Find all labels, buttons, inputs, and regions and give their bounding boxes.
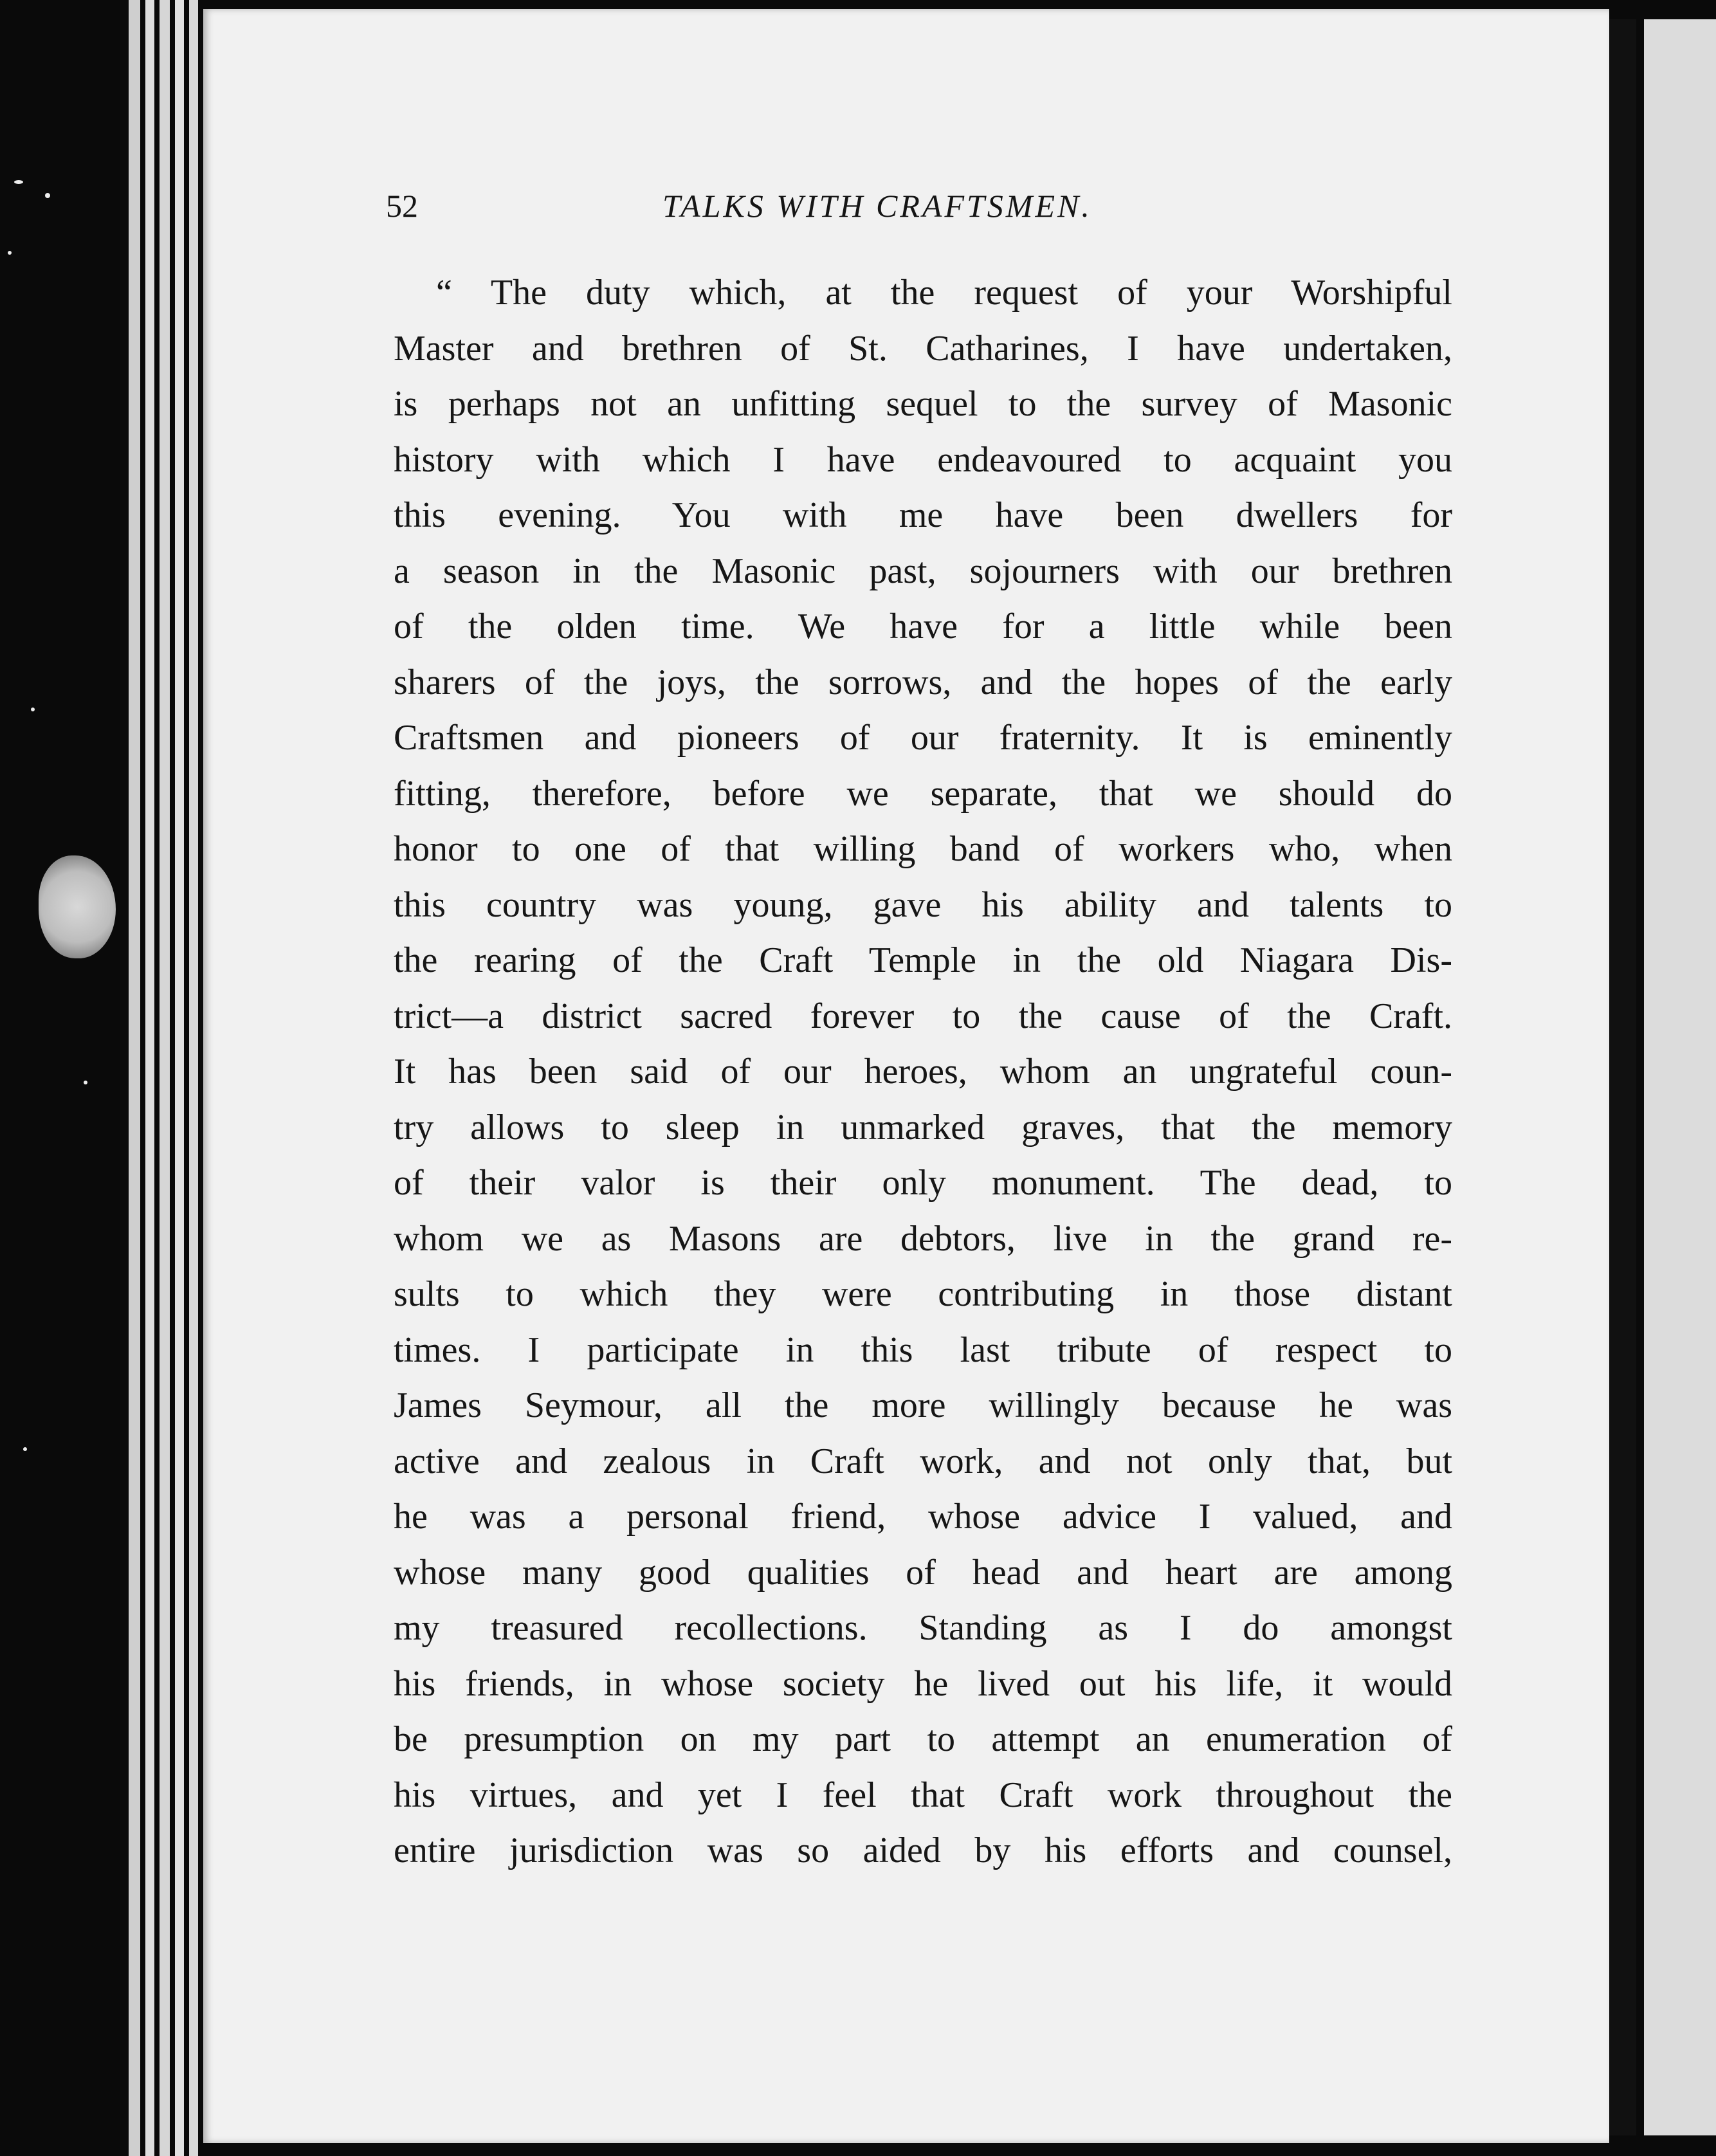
spine-shadow	[1609, 19, 1636, 2135]
text-line: be presumption on my part to attempt an enumeration of	[394, 1719, 1452, 1759]
text-line: whose many good qualities of head and heart are among	[394, 1552, 1452, 1593]
text-line: James Seymour, all the more willingly because he was	[394, 1385, 1452, 1425]
text-line: his friends, in whose society he lived out his life, it would	[394, 1663, 1452, 1704]
page-edge	[175, 0, 184, 2156]
text-line: sults to which they were contributing in those distant	[394, 1274, 1452, 1314]
scan-speck	[14, 180, 23, 184]
text-line: history with which I have endeavoured to acquaint you	[394, 439, 1452, 480]
scan-speck	[23, 1447, 27, 1451]
text-line: times. I participate in this last tribute of respect to	[394, 1329, 1452, 1370]
paper-blemish	[39, 855, 116, 958]
text-line: his virtues, and yet I feel that Craft work throughout the	[394, 1775, 1452, 1815]
text-line: of the olden time. We have for a little while been	[394, 607, 1452, 646]
text-line: honor to one of that willing band of workers who, when	[394, 829, 1452, 869]
text-line: he was a personal friend, whose advice I valued, and	[394, 1497, 1452, 1537]
scan-speck	[84, 1081, 87, 1084]
text-line: fitting, therefore, before we separate, that we should do	[394, 773, 1452, 814]
text-line: of their valor is their only monument. The dead, to	[394, 1163, 1452, 1203]
text-line: sharers of the joys, the sorrows, and the hopes of the early	[394, 662, 1452, 702]
text-line: this evening. You with me have been dwellers for	[394, 495, 1452, 535]
page-edge	[189, 0, 198, 2156]
text-line: a season in the Masonic past, sojourners with our brethren	[394, 551, 1452, 591]
text-line: is perhaps not an unfitting sequel to the survey of Masonic	[394, 384, 1452, 424]
text-line: It has been said of our heroes, whom an ungrateful coun-	[394, 1052, 1452, 1092]
facing-page-edge	[1644, 19, 1716, 2135]
scan-speck	[45, 193, 50, 198]
text-line: the rearing of the Craft Temple in the old Niagara Dis-	[394, 940, 1452, 980]
text-line: “ The duty which, at the request of your Worshipful	[436, 273, 1452, 313]
text-line: Craftsmen and pioneers of our fraternity. It is eminently	[394, 718, 1452, 758]
scan-speck	[31, 708, 35, 711]
text-line: my treasured recollections. Standing as I do amongst	[394, 1608, 1452, 1648]
running-head	[386, 183, 1466, 228]
page-edge	[129, 0, 140, 2156]
page-edge	[145, 0, 154, 2156]
text-line: trict—a district sacred forever to the cause of the Craft.	[394, 996, 1452, 1036]
page-number: 52	[386, 188, 418, 224]
text-line: entire jurisdiction was so aided by his efforts and counsel,	[394, 1831, 1452, 1870]
page-edge	[160, 0, 170, 2156]
running-title: TALKS WITH CRAFTSMEN.	[662, 188, 1092, 224]
text-line: active and zealous in Craft work, and not only that, but	[394, 1441, 1452, 1481]
text-line: this country was young, gave his ability and talents to	[394, 884, 1452, 925]
scan-speck	[8, 251, 12, 255]
text-line: try allows to sleep in unmarked graves, that the memory	[394, 1107, 1452, 1147]
text-line: Master and brethren of St. Catharines, I have undertaken,	[394, 328, 1452, 369]
body-text	[394, 265, 1452, 1879]
text-line: whom we as Masons are debtors, live in the grand re-	[394, 1218, 1452, 1259]
